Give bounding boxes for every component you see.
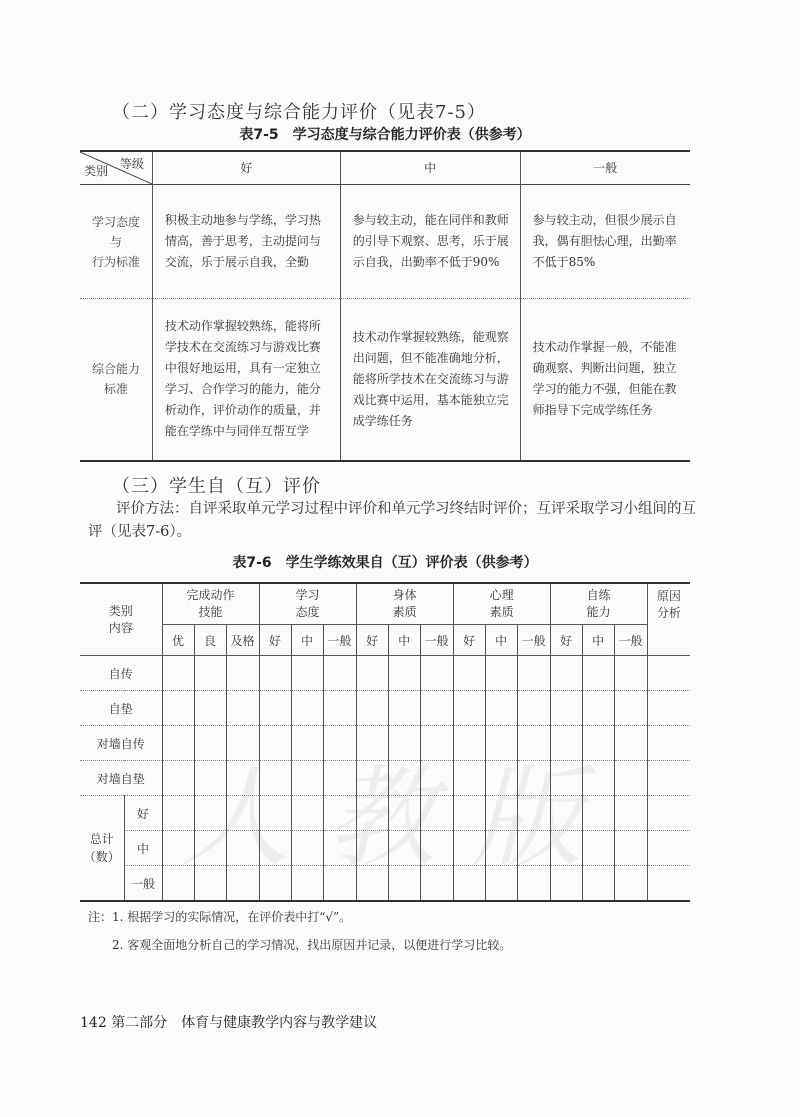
empty-cell <box>162 831 194 866</box>
empty-cell <box>194 726 226 761</box>
group-label: 能力 <box>586 605 611 619</box>
total-row-label: 好 <box>124 796 162 831</box>
sub-header: 一般 <box>420 625 453 656</box>
empty-cell <box>162 796 194 831</box>
category-line: 标准 <box>103 382 128 397</box>
table-title-7-5 <box>80 124 690 144</box>
group-label: 心理 <box>489 588 514 602</box>
empty-cell <box>388 831 420 866</box>
empty-cell <box>291 726 323 761</box>
sub-header: 好 <box>356 625 388 656</box>
group-header <box>356 583 453 625</box>
empty-cell <box>226 691 259 726</box>
group-label: 身体 <box>392 588 417 602</box>
empty-cell <box>614 761 647 796</box>
reason-label: 原因 <box>656 589 681 603</box>
empty-cell <box>259 866 291 902</box>
empty-cell <box>614 831 647 866</box>
empty-cell <box>517 831 550 866</box>
empty-cell <box>485 656 517 691</box>
empty-cell <box>356 796 388 831</box>
sub-header: 一般 <box>323 625 356 656</box>
empty-cell <box>226 796 259 831</box>
empty-cell <box>453 831 485 866</box>
header-good: 好 <box>152 151 340 185</box>
empty-cell <box>162 656 194 691</box>
empty-cell <box>582 831 614 866</box>
empty-cell <box>420 796 453 831</box>
empty-cell <box>259 761 291 796</box>
group-header <box>259 583 356 625</box>
sub-header: 好 <box>550 625 582 656</box>
header-medium: 中 <box>340 151 520 185</box>
table-cell: 技术动作掌握一般，不能准确观察、判断出问题，独立学习的能力不强，但能在教师指导下完成学练任务 <box>520 299 690 461</box>
table-cell: 技术动作掌握较熟练，能观察出问题，但不能准确地分析，能将所学技术在交流练习与游戏比赛中运用，基本能独立完成学练任务 <box>340 299 520 461</box>
empty-cell <box>356 831 388 866</box>
table-row <box>80 761 690 796</box>
empty-cell <box>550 761 582 796</box>
empty-cell <box>323 866 356 902</box>
empty-cell <box>291 796 323 831</box>
note-line: 注：1. 根据学习的实际情况，在评价表中打“√”。 <box>88 910 352 924</box>
category-line: 与 <box>109 234 122 249</box>
empty-cell <box>162 691 194 726</box>
note-line: 2. 客观全面地分析自己的学习情况，找出原因并记录，以便进行学习比较。 <box>112 938 512 952</box>
table-cell: 技术动作掌握较熟练，能将所学技术在交流练习与游戏比赛中很好地运用，具有一定独立学习、合作学习的能力，能分析动作，评价动作的质量，并能在学练中与同伴互帮互学 <box>152 299 340 461</box>
sub-header: 好 <box>259 625 291 656</box>
empty-cell <box>194 831 226 866</box>
group-label: 技能 <box>198 605 223 619</box>
empty-cell <box>582 761 614 796</box>
empty-cell <box>259 691 291 726</box>
corner-top-label: 等级 <box>119 157 144 171</box>
empty-cell <box>453 691 485 726</box>
empty-cell <box>323 726 356 761</box>
empty-cell <box>647 796 690 831</box>
empty-cell <box>194 761 226 796</box>
empty-cell <box>420 866 453 902</box>
empty-cell <box>356 656 388 691</box>
table-row <box>80 185 690 299</box>
empty-cell <box>356 866 388 902</box>
corner-bottom-label: 类别 <box>84 164 109 178</box>
empty-cell <box>420 761 453 796</box>
table-row <box>80 691 690 726</box>
empty-cell <box>485 796 517 831</box>
empty-cell <box>517 691 550 726</box>
empty-cell <box>485 691 517 726</box>
table-title-7-6 <box>80 552 690 572</box>
sub-header: 中 <box>291 625 323 656</box>
empty-cell <box>614 691 647 726</box>
row-label: 自传 <box>80 656 162 691</box>
corner-label: 类别 <box>108 603 133 618</box>
group-header <box>453 583 550 625</box>
empty-cell <box>259 796 291 831</box>
total-label-line: （数） <box>83 850 120 864</box>
empty-cell <box>420 691 453 726</box>
category-cell <box>80 299 152 461</box>
table-cell: 参与较主动，能在同伴和教师的引导下观察、思考，乐于展示自我，出勤率不低于90% <box>340 185 520 299</box>
empty-cell <box>162 726 194 761</box>
page-number: 142 <box>80 1015 107 1031</box>
empty-cell <box>291 831 323 866</box>
table-corner-header <box>80 151 152 185</box>
sub-header: 良 <box>194 625 226 656</box>
empty-cell <box>420 726 453 761</box>
empty-cell <box>582 796 614 831</box>
reason-header <box>647 583 690 656</box>
row-label: 对墙自垫 <box>80 761 162 796</box>
empty-cell <box>614 866 647 902</box>
category-line: 学习态度 <box>91 214 140 229</box>
empty-cell <box>356 691 388 726</box>
group-label: 素质 <box>392 605 417 619</box>
empty-cell <box>453 726 485 761</box>
empty-cell <box>162 761 194 796</box>
table-caption: 表7-5 学习态度与综合能力评价表（供参考） <box>239 127 531 143</box>
empty-cell <box>485 831 517 866</box>
empty-cell <box>226 831 259 866</box>
group-label: 自练 <box>586 588 611 602</box>
empty-cell <box>194 656 226 691</box>
group-header <box>162 583 259 625</box>
empty-cell <box>614 796 647 831</box>
category-line: 行为标准 <box>91 254 140 269</box>
empty-cell <box>485 761 517 796</box>
group-label: 素质 <box>489 605 514 619</box>
table-row <box>80 831 690 866</box>
group-label: 完成动作 <box>186 588 235 602</box>
sub-header: 优 <box>162 625 194 656</box>
empty-cell <box>291 691 323 726</box>
empty-cell <box>388 761 420 796</box>
empty-cell <box>453 796 485 831</box>
empty-cell <box>388 796 420 831</box>
footer-text: 第二部分 体育与健康教学内容与教学建议 <box>111 1015 378 1031</box>
empty-cell <box>550 796 582 831</box>
empty-cell <box>453 866 485 902</box>
empty-cell <box>323 796 356 831</box>
table-cell: 参与较主动，但很少展示自我，偶有胆怯心理，出勤率不低于85% <box>520 185 690 299</box>
empty-cell <box>550 866 582 902</box>
empty-cell <box>388 866 420 902</box>
sub-header: 中 <box>388 625 420 656</box>
category-line: 综合能力 <box>91 362 140 377</box>
empty-cell <box>291 761 323 796</box>
category-cell <box>80 185 152 299</box>
empty-cell <box>226 726 259 761</box>
empty-cell <box>614 726 647 761</box>
empty-cell <box>162 866 194 902</box>
empty-cell <box>291 866 323 902</box>
row-label: 自垫 <box>80 691 162 726</box>
total-label-line: 总计 <box>89 832 114 846</box>
empty-cell <box>194 691 226 726</box>
empty-cell <box>647 761 690 796</box>
empty-cell <box>647 691 690 726</box>
table-caption: 表7-6 学生学练效果自（互）评价表（供参考） <box>232 555 538 571</box>
section-title: （二）学习态度与综合能力评价（见表7-5） <box>112 102 486 123</box>
empty-cell <box>323 831 356 866</box>
evaluation-table-7-5 <box>80 150 690 462</box>
group-header <box>550 583 647 625</box>
empty-cell <box>194 796 226 831</box>
empty-cell <box>226 656 259 691</box>
corner-label: 内容 <box>108 620 133 635</box>
table-row <box>80 866 690 902</box>
empty-cell <box>517 656 550 691</box>
sub-header: 中 <box>485 625 517 656</box>
group-label: 学习 <box>295 588 320 602</box>
table-row <box>80 726 690 761</box>
sub-header: 中 <box>582 625 614 656</box>
empty-cell <box>226 761 259 796</box>
empty-cell <box>647 831 690 866</box>
empty-cell <box>420 831 453 866</box>
empty-cell <box>388 691 420 726</box>
empty-cell <box>323 656 356 691</box>
empty-cell <box>550 831 582 866</box>
empty-cell <box>259 726 291 761</box>
table-row <box>80 299 690 461</box>
empty-cell <box>582 866 614 902</box>
table-corner-header <box>80 583 162 656</box>
empty-cell <box>323 761 356 796</box>
empty-cell <box>517 726 550 761</box>
row-label: 对墙自传 <box>80 726 162 761</box>
empty-cell <box>517 796 550 831</box>
empty-cell <box>647 866 690 902</box>
method-paragraph: 评价方法：自评采取单元学习过程中评价和单元学习终结时评价；互评采取学习小组间的互评（见表7-6）。 <box>88 501 696 540</box>
empty-cell <box>388 726 420 761</box>
empty-cell <box>356 761 388 796</box>
empty-cell <box>259 831 291 866</box>
total-label <box>80 796 124 902</box>
table-row <box>80 656 690 691</box>
empty-cell <box>420 656 453 691</box>
empty-cell <box>259 656 291 691</box>
reason-label: 分析 <box>656 606 681 620</box>
total-row-label: 一般 <box>124 866 162 902</box>
empty-cell <box>453 656 485 691</box>
total-row-label: 中 <box>124 831 162 866</box>
sub-header: 一般 <box>517 625 550 656</box>
watermark-logo: 人教版 <box>180 754 618 882</box>
empty-cell <box>517 866 550 902</box>
page-footer <box>80 1012 377 1032</box>
empty-cell <box>356 726 388 761</box>
empty-cell <box>291 656 323 691</box>
empty-cell <box>550 726 582 761</box>
empty-cell <box>550 656 582 691</box>
empty-cell <box>647 656 690 691</box>
group-label: 态度 <box>295 605 320 619</box>
header-average: 一般 <box>520 151 690 185</box>
table-row <box>80 796 690 831</box>
evaluation-table-7-6 <box>80 582 690 902</box>
empty-cell <box>323 691 356 726</box>
empty-cell <box>485 726 517 761</box>
empty-cell <box>582 726 614 761</box>
empty-cell <box>453 761 485 796</box>
empty-cell <box>226 866 259 902</box>
empty-cell <box>194 866 226 902</box>
empty-cell <box>614 656 647 691</box>
empty-cell <box>582 656 614 691</box>
sub-header: 好 <box>453 625 485 656</box>
empty-cell <box>550 691 582 726</box>
section-title: （三）学生自（互）评价 <box>112 476 321 497</box>
empty-cell <box>517 761 550 796</box>
sub-header: 及格 <box>226 625 259 656</box>
empty-cell <box>647 726 690 761</box>
empty-cell <box>582 691 614 726</box>
table-cell: 积极主动地参与学练，学习热情高，善于思考，主动提问与交流，乐于展示自我，全勤 <box>152 185 340 299</box>
empty-cell <box>485 866 517 902</box>
empty-cell <box>388 656 420 691</box>
sub-header: 一般 <box>614 625 647 656</box>
